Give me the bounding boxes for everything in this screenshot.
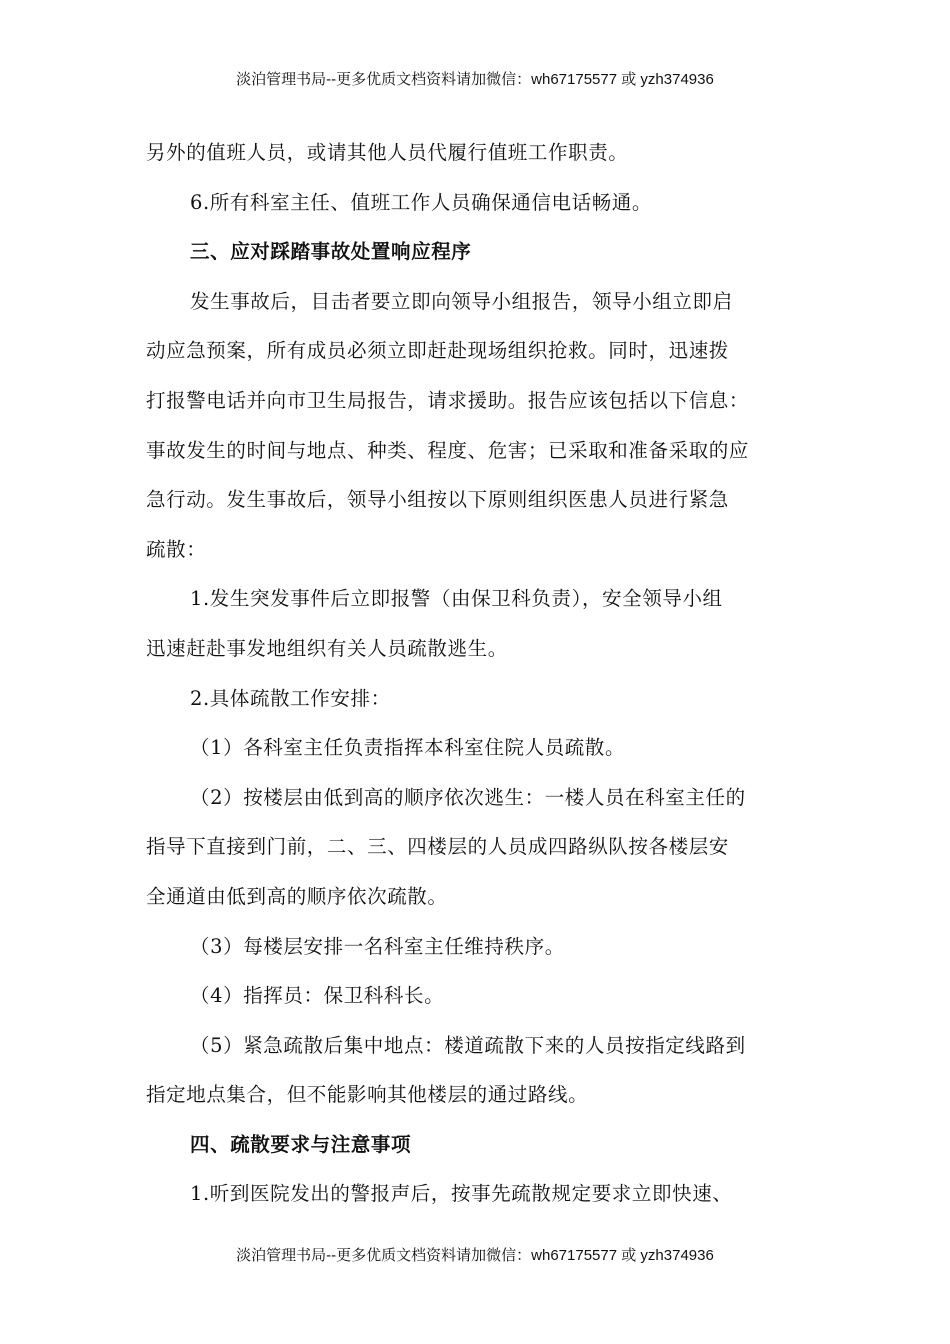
text-line: （2）按楼层由低到高的顺序依次逃生：一楼人员在科室主任的 bbox=[190, 785, 746, 809]
text-line: 迅速赶赴事发地组织有关人员疏散逃生。 bbox=[146, 636, 508, 660]
document-body bbox=[146, 128, 808, 1219]
text-line: 另外的值班人员，或请其他人员代履行值班工作职责。 bbox=[146, 141, 629, 164]
text-line: 动应急预案，所有成员必须立即赶赴现场组织抢救。同时，迅速拨 bbox=[146, 339, 729, 363]
text-line: （1）各科室主任负责指挥本科室住院人员疏散。 bbox=[190, 736, 626, 760]
text-line: 急行动。发生事故后，领导小组按以下原则组织医患人员进行紧急 bbox=[146, 488, 729, 512]
page-header: 淡泊管理书局--更多优质文档资料请加微信：wh67175577 或 yzh374936 bbox=[236, 71, 714, 88]
text-line: 发生事故后，目击者要立即向领导小组报告，领导小组立即启 bbox=[190, 289, 733, 313]
text-line: 事故发生的时间与地点、种类、程度、危害；已采取和准备采取的应 bbox=[146, 438, 750, 462]
text-line: （5）紧急疏散后集中地点：楼道疏散下来的人员按指定线路到 bbox=[190, 1033, 746, 1057]
text-line: 1.听到医院发出的警报声后，按事先疏散规定要求立即快速、 bbox=[190, 1182, 733, 1206]
section-heading: 三、应对踩踏事故处置响应程序 bbox=[190, 240, 472, 264]
text-line: 疏散： bbox=[146, 537, 207, 561]
text-line: 1.发生突发事件后立即报警（由保卫科负责），安全领导小组 bbox=[190, 587, 723, 611]
text-line: 全通道由低到高的顺序依次疏散。 bbox=[146, 884, 448, 908]
section-heading: 四、疏散要求与注意事项 bbox=[190, 1132, 412, 1156]
text-line: 2.具体疏散工作安排： bbox=[190, 686, 391, 710]
text-line: （3）每楼层安排一名科室主任维持秩序。 bbox=[190, 934, 565, 958]
text-line: 打报警电话并向市卫生局报告，请求援助。报告应该包括以下信息： bbox=[146, 388, 750, 412]
text-line: 6.所有科室主任、值班工作人员确保通信电话畅通。 bbox=[190, 190, 653, 214]
text-line: 指导下直接到门前，二、三、四楼层的人员成四路纵队按各楼层安 bbox=[146, 835, 729, 859]
page-footer: 淡泊管理书局--更多优质文档资料请加微信：wh67175577 或 yzh374936 bbox=[236, 1247, 714, 1264]
text-line: （4）指挥员：保卫科科长。 bbox=[190, 984, 445, 1008]
text-line: 指定地点集合，但不能影响其他楼层的通过路线。 bbox=[146, 1083, 589, 1107]
